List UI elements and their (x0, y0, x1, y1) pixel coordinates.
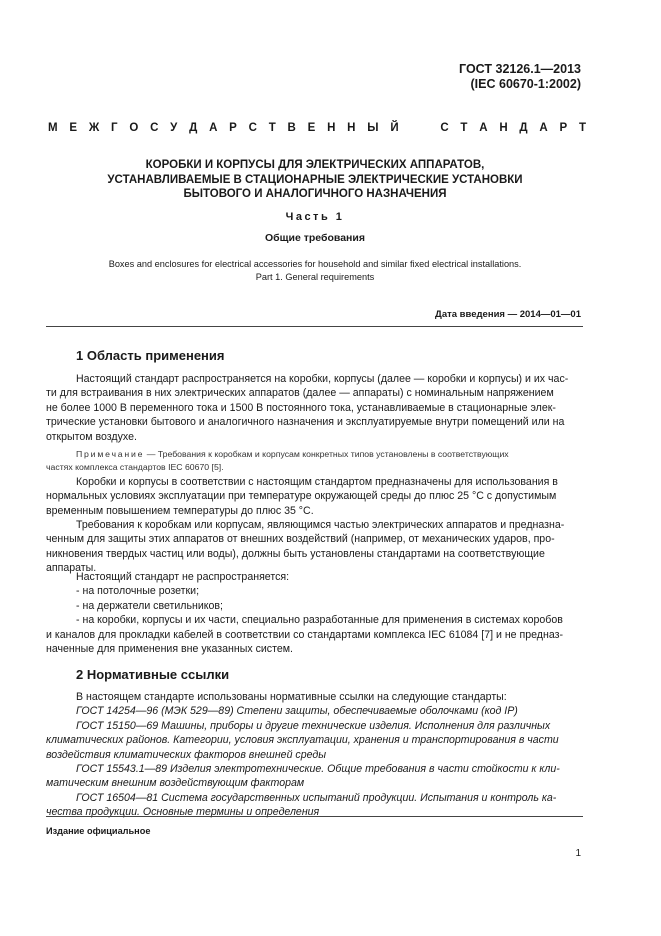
header-divider (46, 326, 583, 327)
note-label: Примечание (76, 449, 145, 459)
banner-letter: Е (69, 122, 78, 134)
banner-letter: Е (307, 122, 316, 134)
list-item: - на потолочные розетки; (76, 585, 200, 598)
note-line (76, 448, 582, 461)
text-line: Настоящий стандарт распространяется на коробки, корпусы (далее — коробки и корпусы) и их час- (76, 373, 569, 385)
standard-number: ГОСТ 32126.1—2013 (459, 62, 581, 76)
section-1-paragraph-3 (46, 518, 582, 576)
title-line: КОРОБКИ И КОРПУСЫ ДЛЯ ЭЛЕКТРИЧЕСКИХ АППАРАТОВ, (145, 159, 485, 171)
text-line: ти для встраивания в них электрических аппаратов (далее — аппараты) с номинальным напряжением (46, 387, 554, 400)
banner-letter: М (48, 122, 58, 134)
section-1-paragraph-2 (46, 475, 582, 518)
banner-letter: С (440, 122, 449, 134)
banner-letter: У (170, 122, 178, 134)
title-line: БЫТОВОГО И АНАЛОГИЧНОГО НАЗНАЧЕНИЯ (183, 188, 447, 200)
text-line: ченным для защиты этих аппаратов от внешних воздействий (например, от механических ударов, про- (46, 533, 555, 546)
text-line: нормальных условиях эксплуатации при температуре окружающей среды до плюс 25 °С с допустимым (46, 490, 557, 503)
banner-letter: Н (347, 122, 356, 134)
part-label: Часть 1 (285, 211, 345, 223)
interstate-standard-banner (48, 122, 586, 134)
reference-item: ГОСТ 14254—96 (МЭК 529—89) Степени защиты, обеспечиваемые оболочками (код IP) (76, 705, 518, 718)
banner-letter: Ж (88, 122, 100, 134)
banner-letter: Н (499, 122, 508, 134)
normative-references (46, 690, 582, 820)
list-item: - на коробки, корпусы и их части, специально разработанные для применения в системах коробов (76, 614, 563, 627)
section-1-heading: 1 Область применения (76, 348, 225, 363)
banner-letter: Ы (367, 122, 379, 134)
text-line: никновения твердых частиц или воды), должны быть установлены стандартами на соответствующие (46, 547, 545, 560)
reference-item-cont: матическим внешним воздействующим факторам (46, 777, 305, 790)
reference-item: ГОСТ 16504—81 Система государственных испытаний продукции. Испытания и контроль ка- (76, 791, 557, 804)
banner-letter: Т (460, 122, 468, 134)
text-line: аппараты. (46, 562, 97, 575)
reference-item: ГОСТ 15150—69 Машины, приборы и другие технические изделия. Исполнения для различных (76, 719, 551, 732)
banner-letter: Р (559, 122, 568, 134)
references-intro: В настоящем стандарте использованы нормативные ссылки на следующие стандарты: (76, 691, 507, 703)
section-1-exclusions (46, 570, 582, 656)
document-title (60, 158, 570, 202)
banner-letter: Д (519, 122, 528, 134)
text-line: временным повышением температуры до плюс 35 °С. (46, 504, 314, 517)
reference-item-cont: климатических районов. Категории, условия эксплуатации, хранения и транспортирования в части (46, 734, 559, 747)
reference-item: ГОСТ 15543.1—89 Изделия электротехнические. Общие требования в части стойкости к кли- (76, 763, 560, 776)
banner-letter: Г (111, 122, 118, 134)
section-1-paragraph-1 (46, 372, 582, 444)
banner-letter: А (479, 122, 488, 134)
note-text: — Требования к коробкам и корпусам конкретных типов установлены в соответствующих (144, 449, 509, 459)
title-line: УСТАНАВЛИВАЕМЫЕ В СТАЦИОНАРНЫЕ ЭЛЕКТРИЧЕСКИЕ УСТАНОВКИ (107, 173, 523, 186)
text-line: Коробки и корпусы в соответствии с настоящим стандартом предназначены для использования в (76, 476, 558, 488)
text-line: открытом воздухе. (46, 430, 137, 443)
banner-letter: Р (229, 122, 237, 134)
text-line: и каналов для прокладки кабелей в соответствии со стандартами комплекса IEC 61084 [7] и не предназ- (46, 628, 563, 641)
banner-letter: А (539, 122, 548, 134)
section-2-heading: 2 Нормативные ссылки (76, 667, 230, 682)
banner-letter: Т (578, 122, 586, 134)
banner-letter: Д (189, 122, 198, 134)
english-title-line: Part 1. General requirements (255, 272, 375, 282)
part-subtitle: Общие требования (265, 232, 365, 244)
banner-letter: С (150, 122, 159, 134)
banner-letter (410, 122, 413, 134)
banner-letter: А (209, 122, 218, 134)
text-line: трические установки бытового и аналогичного назначения и эксплуатируемые внутри помещений или на (46, 416, 565, 429)
english-title-line: Boxes and enclosures for electrical accessories for household and similar fixed electrical installations. (108, 259, 522, 269)
banner-letter: Н (327, 122, 336, 134)
text-line: не более 1000 В переменного тока и 1500 В постоянного тока, устанавливаемые в стационарные элек- (46, 401, 556, 414)
list-item: - на держатели светильников; (76, 599, 223, 612)
banner-letter: Й (390, 122, 399, 134)
official-edition: Издание официальное (46, 826, 151, 836)
text-line: Требования к коробкам или корпусам, являющимся частью электрических аппаратов и предназна- (76, 519, 565, 531)
footer-divider (46, 816, 583, 817)
iec-equivalent: (IEC 60670-1:2002) (470, 77, 581, 91)
banner-letter: В (287, 122, 296, 134)
text-line: наченные для применения вне указанных систем. (46, 643, 293, 656)
banner-letter: Т (268, 122, 276, 134)
note (46, 448, 582, 473)
text-line: Настоящий стандарт не распространяется: (76, 571, 290, 583)
banner-letter: С (248, 122, 257, 134)
note-line: частях комплекса стандартов IEC 60670 [5]. (46, 461, 224, 472)
reference-item-cont: воздействия климатических факторов внешней среды (46, 748, 327, 761)
banner-letter (425, 122, 428, 134)
reference-item-cont: чества продукции. Основные термины и определения (46, 806, 320, 819)
page-number: 1 (575, 848, 581, 859)
banner-letter: О (129, 122, 139, 134)
introduction-date: Дата введения — 2014—01—01 (435, 309, 581, 320)
standard-code (459, 62, 581, 92)
english-title (60, 258, 570, 284)
